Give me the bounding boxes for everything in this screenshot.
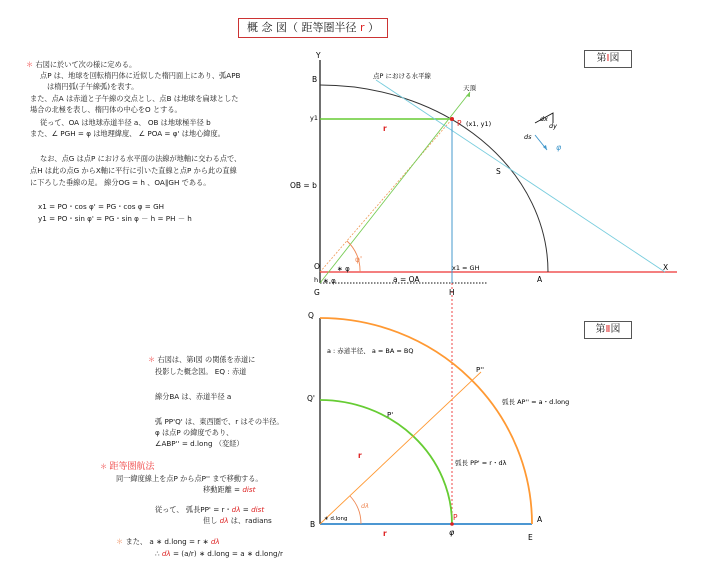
point-p-fig2	[450, 522, 454, 526]
label-a-radius: a : 赤道半径、 a = BA = BQ	[327, 347, 414, 355]
label-p-coord: (x1, y1)	[466, 120, 492, 128]
label-h-point: H	[449, 288, 455, 297]
f2-line-5: φ は点P の緯度であり、	[155, 428, 234, 437]
title-paren-open: （ 距等圏半径	[286, 21, 360, 34]
label-x: X	[663, 263, 669, 272]
f2-line-3: 線分BA は、赤道半径 a	[155, 392, 232, 401]
label-r-fig1: r	[383, 124, 387, 133]
label-phi-fig2: φ	[449, 528, 455, 537]
fig1-num: Ⅰ	[606, 53, 610, 64]
label-p-dash: P'	[387, 411, 394, 419]
label-x1-gh: x1 = GH	[452, 264, 480, 272]
po-line	[320, 119, 452, 272]
dlambda-arc	[350, 496, 361, 524]
label-ob-b: OB = b	[290, 181, 317, 190]
label-p: P	[457, 119, 462, 128]
label-g: G	[314, 288, 320, 297]
label-y: Y	[316, 51, 321, 60]
f2-line-2: 投影した概念図。 EQ : 赤道	[155, 367, 247, 376]
label-r-bottom: r	[383, 529, 387, 538]
b-pdd-line	[320, 372, 481, 524]
def-line-5: 場合の北極を表し、楕円体の中心をO とする。	[30, 105, 182, 114]
label-a-fig2: A	[537, 515, 543, 524]
figure-2-diagram	[307, 311, 569, 542]
def-line-10: に下ろした垂線の足。 線分OG = h 、OA∥GH である。	[30, 178, 211, 187]
label-q: Q	[308, 311, 314, 320]
f2-line-12: ∴ dλ = (a/r) ∗ d.long = a ∗ d.long/r	[155, 549, 283, 558]
f2-line-1: ＊ 右図は、第Ⅰ図 の関係を赤道に	[148, 355, 256, 364]
f2-line-9: 従って、 弧長PP' = r・dλ = dist	[155, 505, 265, 514]
f2-line-10: 但し dλ は、radians	[203, 516, 272, 525]
title-paren-close: ）	[364, 21, 380, 34]
meridian-arc	[320, 85, 548, 272]
def-line-3: は楕円弧(子午線弧)を表す。	[47, 82, 139, 91]
point-p	[450, 117, 454, 121]
label-b: B	[312, 75, 318, 84]
label-dx: dx	[540, 115, 548, 123]
fig2-post: 図	[610, 324, 621, 335]
f2-line-4: 弧 PP'Q' は、東西圏で、r はその半径。	[155, 417, 284, 426]
fig2-num: Ⅱ	[605, 324, 611, 335]
equation-x1: x1 = PO・cos φ' = PG・cos φ = GH	[38, 202, 165, 211]
label-phi-dash: φ'	[355, 255, 363, 264]
label-s: S	[496, 167, 501, 176]
label-arc-ap: 弧長 AP'' = a・d.long	[502, 398, 570, 406]
label-ds: ds	[524, 133, 532, 141]
label-dlambda: dλ	[361, 502, 369, 510]
equation-y1: y1 = PO・sin φ' = PG・sin φ － h = PH － h	[38, 214, 192, 223]
label-b-fig2: B	[310, 520, 316, 529]
label-dy: dy	[549, 122, 557, 130]
label-p-fig2: P	[453, 513, 458, 522]
f2-line-11: ＊ また、 a ∗ d.long = r ∗ dλ	[116, 537, 220, 546]
asterisk-icon: ＊	[116, 537, 124, 546]
f2-line-8: 移動距離 = dist	[203, 485, 256, 494]
label-a: A	[537, 275, 543, 284]
fig1-pre: 第	[596, 53, 607, 64]
label-r-slant: r	[358, 451, 362, 460]
title-main: 概 念 図	[246, 21, 287, 34]
label-h: h	[314, 276, 319, 284]
label-h-phi: ∗ φ	[323, 277, 336, 285]
normal-line	[320, 92, 470, 283]
def-line-7: また、∠ PGH = φ は地理緯度、 ∠ POA = φ' は地心緯度。	[30, 129, 225, 138]
fig1-post: 図	[609, 53, 620, 64]
f2-line-6: ∠ABP'' = d.long （変経）	[155, 439, 244, 448]
label-e: E	[528, 533, 533, 542]
def-line-4: また、点A は赤道と子午線の交点とし、点B は地球を扁球とした	[30, 94, 239, 103]
label-y1: y1	[310, 114, 318, 122]
label-phi-blue: φ	[556, 143, 562, 152]
label-dlong: ∗ d.long	[324, 516, 348, 522]
f2-line-7: 同一緯度線上を点P から点P'' まで移動する。	[116, 474, 263, 483]
fig2-pre: 第	[595, 324, 606, 335]
label-zenith: 天頂	[463, 84, 476, 92]
def-line-1: ＊ 右図に於いて次の様に定める。	[26, 60, 137, 69]
label-q-dash: Q'	[307, 394, 315, 403]
label-o: O	[314, 262, 320, 271]
label-arc-pp: 弧長 PP' = r・dλ	[455, 459, 507, 467]
asterisk-icon: ＊	[100, 462, 108, 471]
label-p-ddash: P''	[476, 366, 485, 374]
asterisk-icon: ＊	[26, 60, 34, 69]
figure-1-diagram	[290, 51, 677, 515]
def-line-6: 従って、OA は地球赤道半径 a、 OB は地球極半径 b	[40, 118, 211, 127]
f2-header: ＊ 距等圏航法	[100, 462, 155, 472]
label-phi-small: ∗ φ	[337, 265, 350, 273]
def-line-2: 点P は、地球を回転楕円体に近似した楕円面上にあり、弧APB	[40, 71, 241, 80]
label-a-oa: a = OA	[393, 275, 420, 284]
def-line-9: 点H は此の点G からX軸に平行に引いた直線と点P から此の直線	[30, 166, 237, 175]
label-horizontal: 点P における水平線	[373, 72, 431, 80]
asterisk-icon: ＊	[148, 355, 156, 364]
title-r: r	[359, 21, 365, 34]
horizontal-plane-line	[376, 80, 665, 272]
def-line-8: なお、点G は点P における水平面の法線が地軸に交わる点で、	[40, 154, 242, 163]
